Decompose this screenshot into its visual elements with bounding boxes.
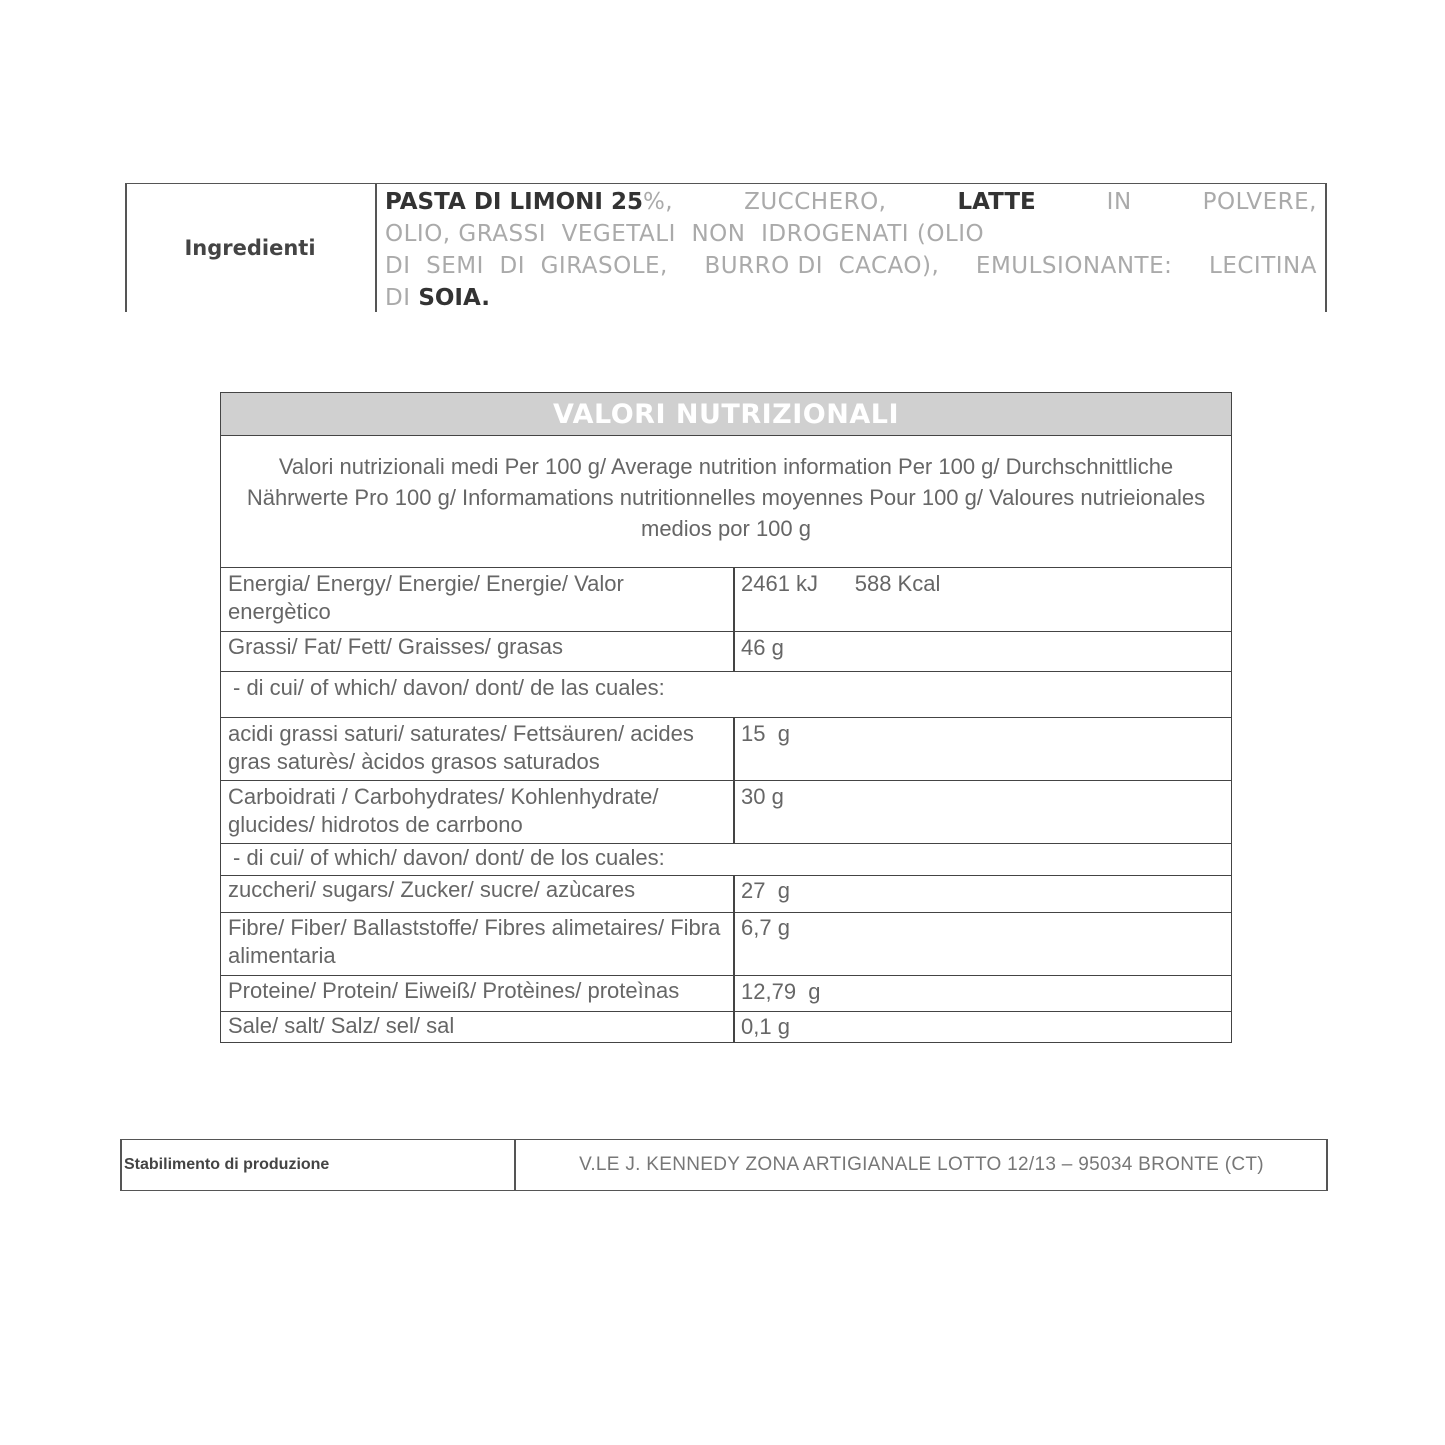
table-row: acidi grassi saturi/ saturates/ Fettsäuren/ acides gras saturès/ àcidos grasos saturados 15 g [221, 717, 1231, 780]
table-row: Fibre/ Fiber/ Ballaststoffe/ Fibres alimetaires/ Fibra alimentaria 6,7 g [221, 912, 1231, 975]
table-row: Energia/ Energy/ Energie/ Energie/ Valor energètico 2461 kJ 588 Kcal [221, 567, 1231, 631]
table-row: - di cui/ of which/ davon/ dont/ de los cuales: [221, 843, 1231, 875]
ingredients-text: PASTA DI LIMONI 25%, ZUCCHERO, LATTE IN POLVERE, OLIO, GRASSI VEGETALI NON IDROGENATI (OLIO DI SEMI DI GIRASOLE, BURRO DI CACAO), EMULSIONANTE: LECITINA DI SOIA. [385, 186, 1317, 314]
nutrition-title: VALORI NUTRIZIONALI [221, 393, 1231, 436]
divider [375, 184, 377, 312]
production-label: Stabilimento di produzione [124, 1156, 330, 1173]
production-address: V.LE J. KENNEDY ZONA ARTIGIANALE LOTTO 12/13 – 95034 BRONTE (CT) [579, 1154, 1264, 1175]
table-row: Grassi/ Fat/ Fett/ Graisses/ grasas 46 g [221, 631, 1231, 671]
ingredient-lemon-paste: PASTA DI LIMONI 25 [385, 189, 643, 215]
ingredient-soy: SOIA. [418, 285, 490, 311]
table-row: - di cui/ of which/ davon/ dont/ de las cuales: [221, 671, 1231, 717]
ingredients-label: Ingredienti [184, 236, 316, 260]
ingredient-milk: LATTE [957, 189, 1036, 215]
table-row: Sale/ salt/ Salz/ sel/ sal 0,1 g [221, 1011, 1231, 1042]
table-row: Carboidrati / Carbohydrates/ Kohlenhydrate/ glucides/ hidrotos de carrbono 30 g [221, 780, 1231, 843]
nutrition-intro: Valori nutrizionali medi Per 100 g/ Average nutrition information Per 100 g/ Durchschnittliche Nährwerte Pro 100 g/ Informamations nutritionnelles moyennes Pour 100 g/ Valoures nutrieionales medios por 100 g [246, 454, 1206, 541]
ingredients-section [125, 183, 1327, 312]
divider [1325, 184, 1327, 312]
table-row: Proteine/ Protein/ Eiweiß/ Protèines/ proteìnas 12,79 g [221, 975, 1231, 1011]
divider [120, 1140, 122, 1190]
production-section [120, 1139, 1328, 1191]
nutrition-table [220, 392, 1232, 1043]
table-row: zuccheri/ sugars/ Zucker/ sucre/ azùcares 27 g [221, 875, 1231, 912]
